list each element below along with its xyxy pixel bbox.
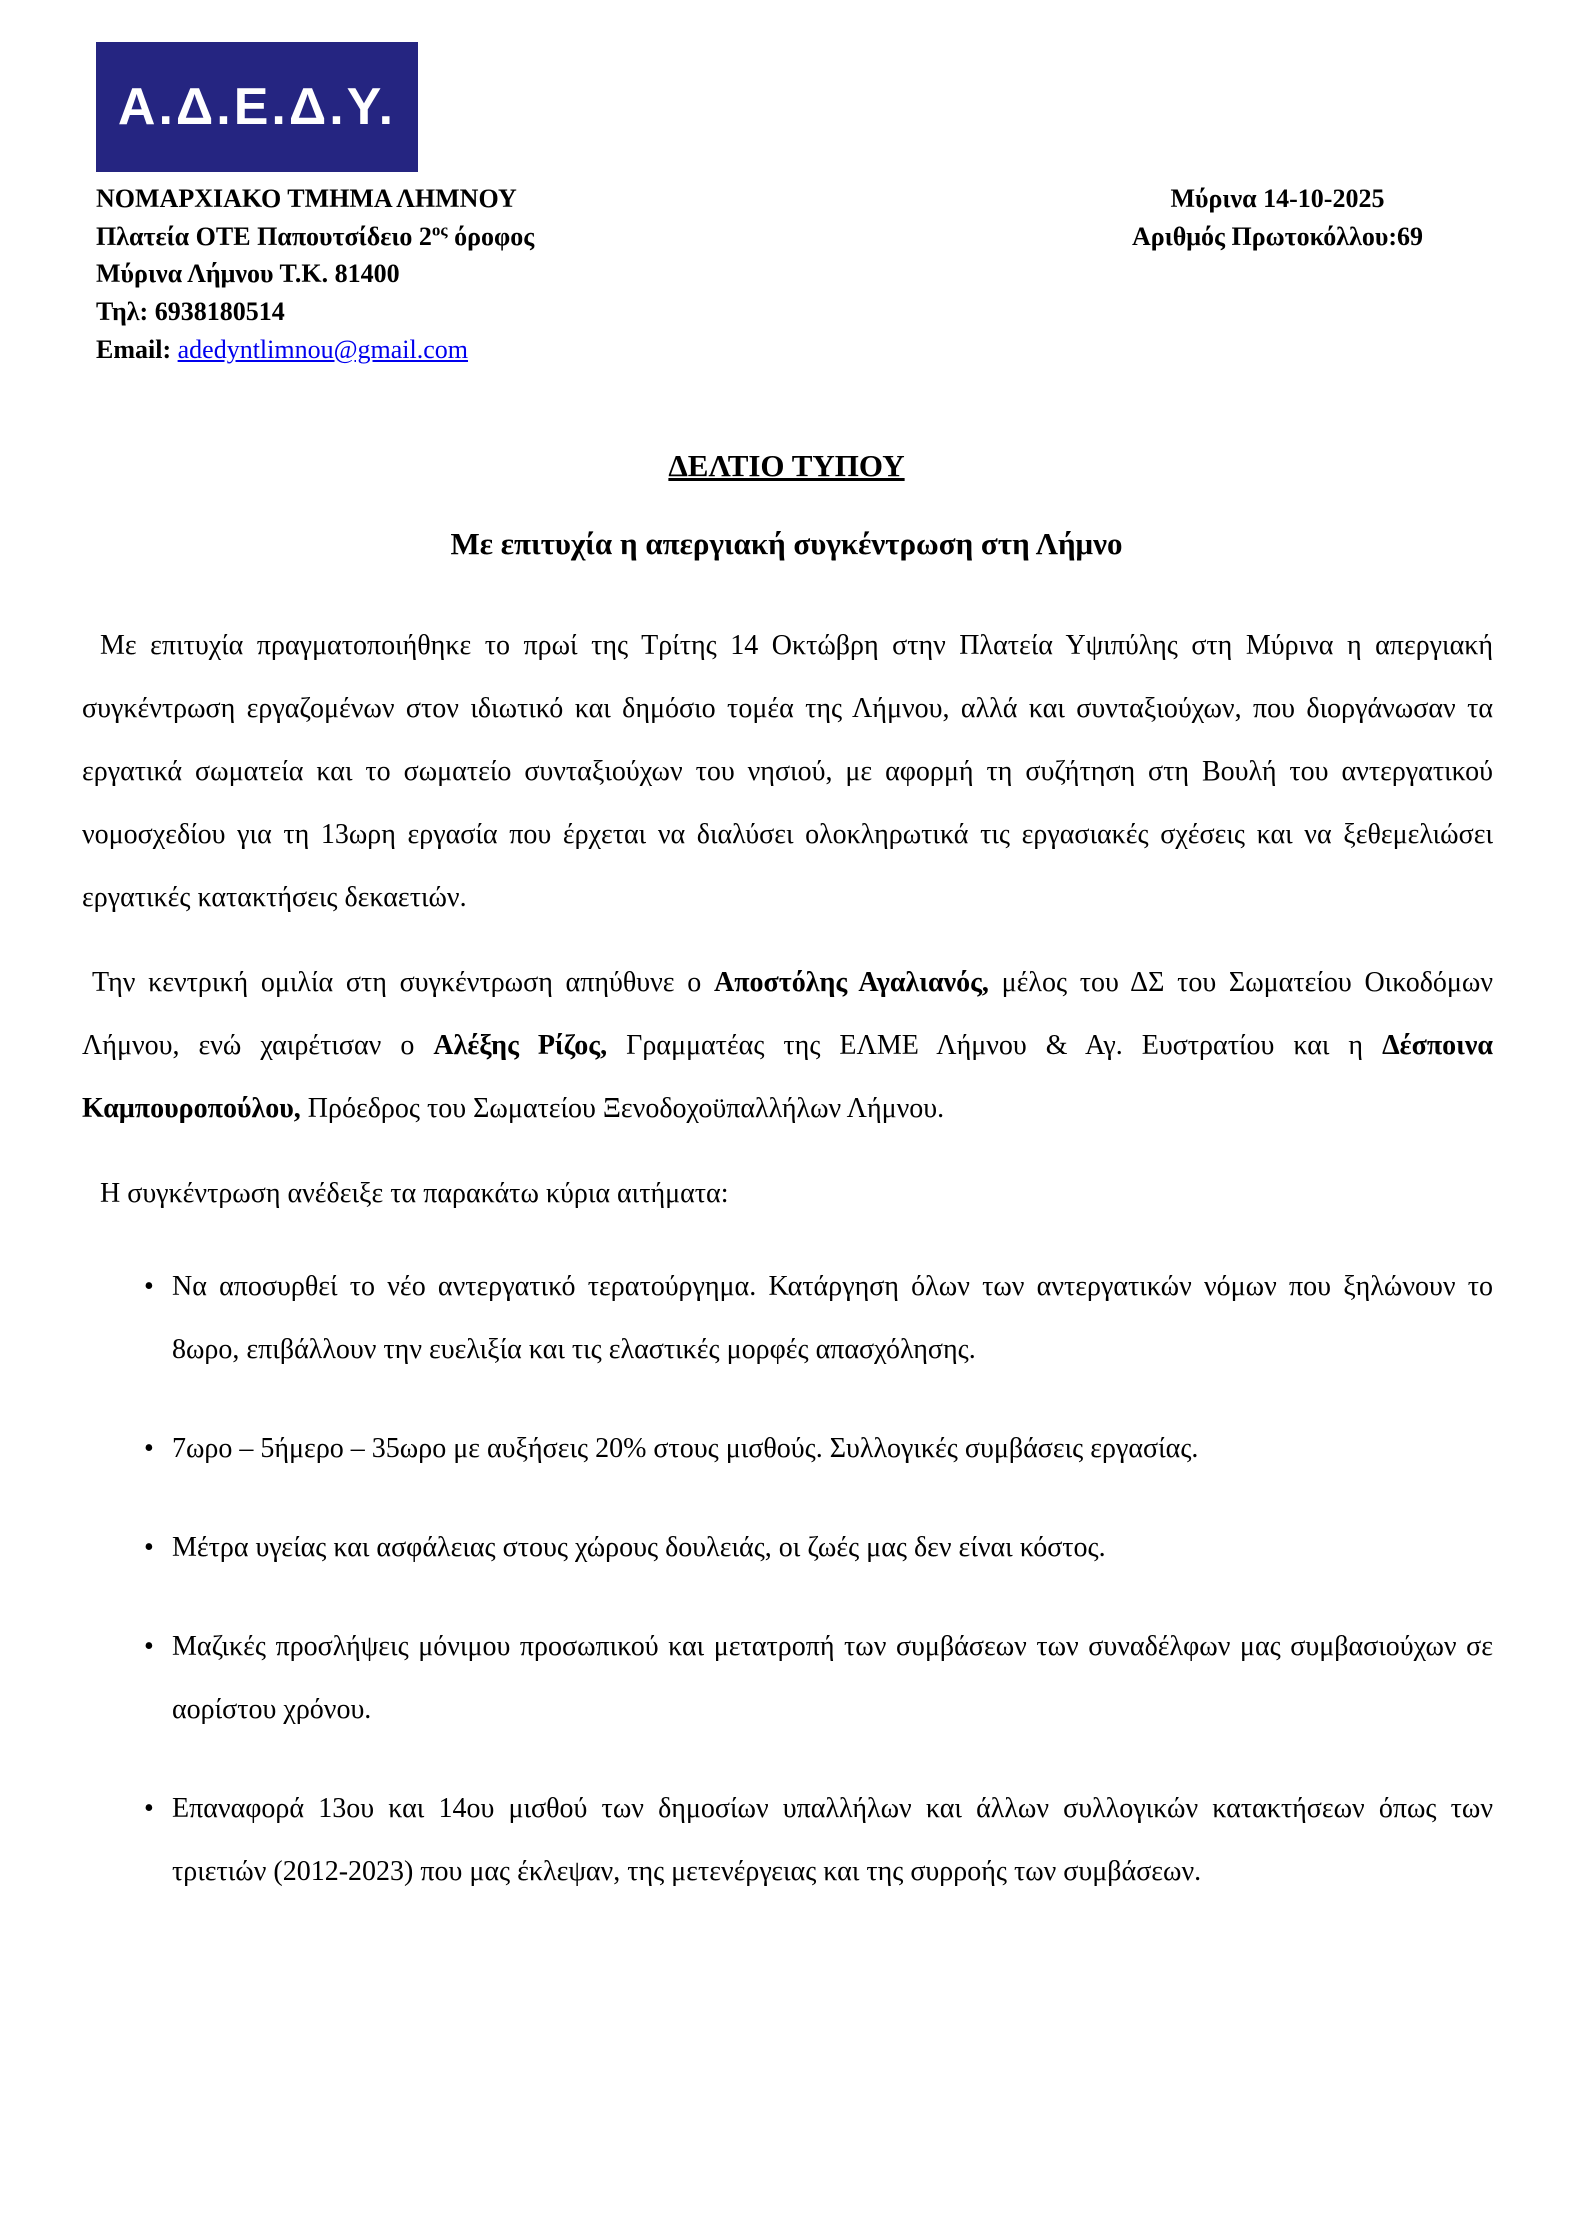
- document-subtitle: Με επιτυχία η απεργιακή συγκέντρωση στη Λήμνο: [450, 526, 1123, 562]
- adedy-logo-text: Α.Δ.Ε.Δ.Υ.: [117, 78, 397, 136]
- title-block: [0, 448, 1573, 484]
- list-item: • Να αποσυρθεί το νέο αντεργατικό τερατούργημα. Κατάργηση όλων των αντεργατικών νόμων που ξηλώνουν το 8ωρο, επιβάλλουν την ευελιξία και τις ελαστικές μορφές απασχόλησης.: [144, 1255, 1493, 1381]
- email-label: Email:: [96, 334, 178, 364]
- document-header: [0, 0, 1573, 368]
- email-line: [96, 331, 534, 369]
- demands-list: [82, 1255, 1493, 1903]
- place-date-line: Μύρινα 14-10-2025: [1170, 184, 1385, 213]
- paragraph-demands-lead: Η συγκέντρωση ανέδειξε τα παρακάτω κύρια αιτήματα:: [100, 1178, 729, 1210]
- phone-line: Τηλ: 6938180514: [96, 297, 285, 327]
- speaker-name-agalianos: Αποστόλης Αγαλιανός,: [714, 967, 989, 999]
- department-name: ΝΟΜΑΡΧΙΑΚΟ ΤΜΗΜΑ ΛΗΜΝΟΥ: [96, 184, 517, 213]
- document-body: [0, 614, 1573, 1903]
- paragraph-speakers: Την κεντρική ομιλία στη συγκέντρωση απηύθυνε ο Αποστόλης Αγαλιανός, μέλος του ΔΣ του Σωματείου Οικοδόμων Λήμνου, ενώ χαιρέτισαν ο Αλέξης Ρίζος, Γραμματέας της ΕΛΜΕ Λήμνου & Αγ. Ευστρατίου και η Δέσποινα Καμπουροπούλου, Πρόεδρος του Σωματείου Ξενοδοχοϋπαλλήλων Λήμνου.: [82, 967, 1493, 1125]
- street-address: Πλατεία ΟΤΕ Παπουτσίδειο $2^{o\varsigma}$ όροφος: [96, 220, 535, 251]
- city-postcode: Μύρινα Λήμνου Τ.Κ. 81400: [96, 259, 400, 289]
- list-item: • Επαναφορά 13ου και 14ου μισθού των δημοσίων υπαλλήλων και άλλων συλλογικών κατακτήσεων όπως των τριετιών (2012-2023) που μας έκλεψαν, της μετενέργειας και της συρροής των συμβάσεων.: [144, 1777, 1493, 1903]
- document-title: ΔΕΛΤΙΟ ΤΥΠΟΥ: [668, 448, 905, 484]
- header-left-column: [96, 42, 534, 368]
- header-right-column: [1132, 42, 1423, 368]
- list-item: • 7ωρο – 5ήμερο – 35ωρο με αυξήσεις 20% στους μισθούς. Συλλογικές συμβάσεις εργασίας.: [144, 1417, 1493, 1480]
- email-link[interactable]: adedyntlimnou@gmail.com: [177, 334, 469, 364]
- speaker-name-rizos: Αλέξης Ρίζος,: [433, 1030, 608, 1062]
- speaker-name-kampouropoulou: Δέσποινα Καμπουροπούλου,: [82, 1030, 1493, 1125]
- adedy-logo: [96, 42, 418, 172]
- list-item: • Μαζικές προσλήψεις μόνιμου προσωπικού και μετατροπή των συμβάσεων των συναδέλφων μας συμβασιούχων σε αορίστου χρόνου.: [144, 1615, 1493, 1741]
- list-item: • Μέτρα υγείας και ασφάλειας στους χώρους δουλειάς, οι ζωές μας δεν είναι κόστος.: [144, 1516, 1493, 1579]
- paragraph-intro: Με επιτυχία πραγματοποιήθηκε το πρωί της Τρίτης 14 Οκτώβρη στην Πλατεία Υψιπύλης στη Μύρινα η απεργιακή συγκέντρωση εργαζομένων στον ιδιωτικό και δημόσιο τομέα της Λήμνου, αλλά και συνταξιούχων, που διοργάνωσαν τα εργατικά σωματεία και το σωματείο συνταξιούχων του νησιού, με αφορμή τη συζήτηση στη Βουλή του αντεργατικού νομοσχεδίου για τη 13ωρη εργασία που έρχεται να διαλύσει ολοκληρωτικά τις εργασιακές σχέσεις και να ξεθεμελιώσει εργατικές κατακτήσεις δεκαετιών.: [82, 630, 1493, 914]
- sender-address-block: [96, 180, 534, 368]
- floor-ordinal-superscript: ος: [431, 220, 448, 240]
- protocol-number-line: Αριθμός Πρωτοκόλλου:69: [1131, 221, 1423, 251]
